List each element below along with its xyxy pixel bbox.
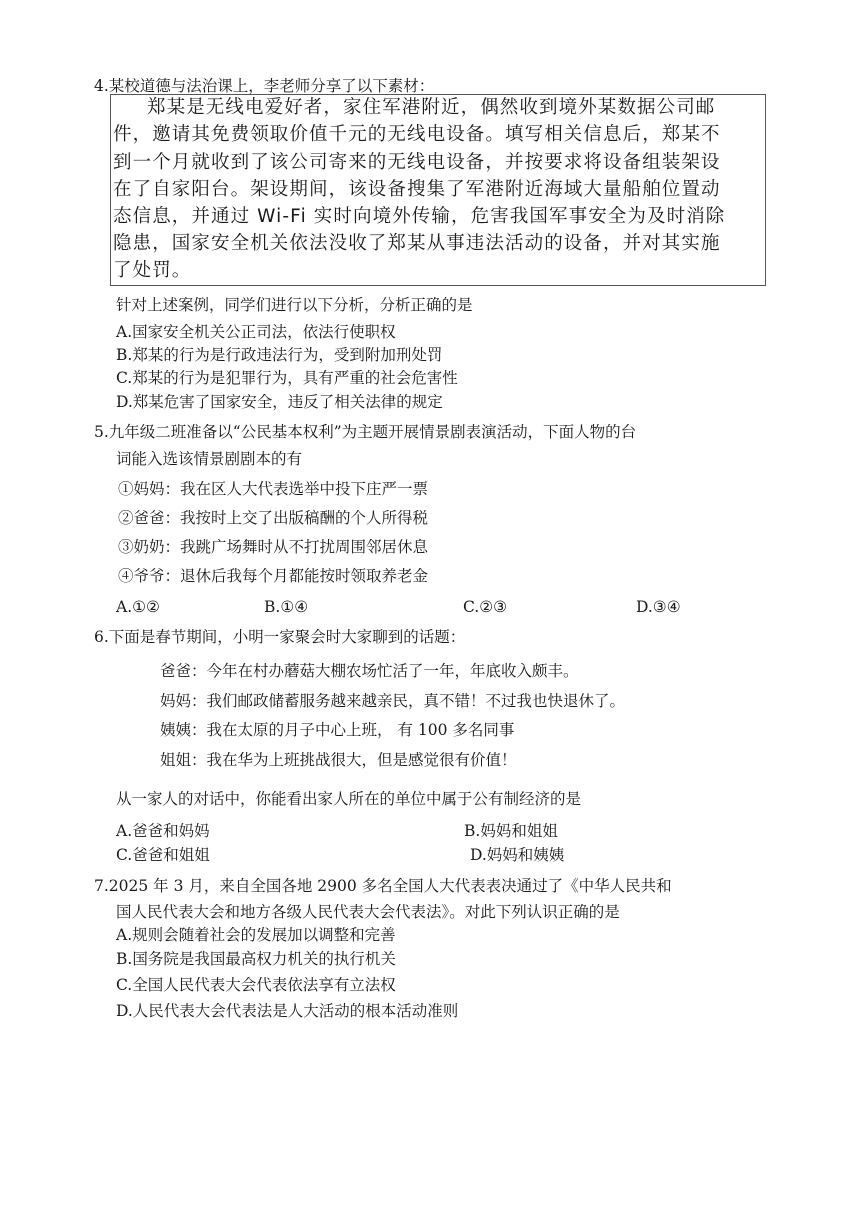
- q5-item-4: ④爷爷：退休后我每个月都能按时领取养老金: [118, 567, 429, 585]
- q5-stem-line-1: 5.九年级二班准备以“公民基本权利”为主题开展情景剧表演活动，下面人物的台: [94, 423, 637, 441]
- q5-option-a: A.①②: [116, 598, 160, 616]
- q6-stem: 6.下面是春节期间，小明一家聚会时大家聊到的话题：: [94, 628, 466, 646]
- q4-option-b: B.郑某的行为是行政违法行为，受到附加刑处罚: [116, 346, 443, 364]
- q4-material-line-4: 在了自家阳台。架设期间，该设备搜集了军港附近海域大量船舶位置动: [113, 179, 721, 200]
- q4-material-line-7: 了处罚。: [113, 260, 192, 281]
- q5-item-1: ①妈妈：我在区人大代表选举中投下庄严一票: [118, 480, 429, 498]
- q4-material-line-5: 态信息，并通过 Wi-Fi 实时向境外传输，危害我国军事安全为及时消除: [113, 206, 726, 227]
- q4-option-c: C.郑某的行为是犯罪行为，具有严重的社会危害性: [116, 369, 458, 387]
- q4-stem: 4.某校道德与法治课上，李老师分享了以下素材：: [94, 77, 435, 95]
- q6-option-a: A.爸爸和妈妈: [116, 822, 210, 840]
- q6-option-b: B.妈妈和姐姐: [464, 822, 558, 840]
- q4-material-line-6: 隐患，国家安全机关依法没收了郑某从事违法活动的设备，并对其实施: [113, 233, 721, 254]
- q7-option-c: C.全国人民代表大会代表依法享有立法权: [116, 976, 396, 994]
- q7-stem-line-1: 7.2025 年 3 月，来自全国各地 2900 多名全国人大代表表决通过了《中华人民共和: [94, 877, 672, 895]
- q4-material-line-3: 到一个月就收到了该公司寄来的无线电设备，并按要求将设备组装架设: [113, 152, 721, 173]
- q7-option-d: D.人民代表大会代表法是人大活动的根本活动准则: [116, 1002, 459, 1020]
- q7-option-a: A.规则会随着社会的发展加以调整和完善: [116, 926, 396, 944]
- q5-stem-line-2: 词能入选该情景剧剧本的有: [116, 450, 303, 468]
- q7-stem-line-2: 国人民代表大会和地方各级人民代表大会代表法》。对此下列认识正确的是: [116, 903, 620, 921]
- q5-option-d: D.③④: [636, 598, 681, 616]
- q6-option-c: C.爸爸和姐姐: [116, 846, 210, 864]
- q5-item-3: ③奶奶：我跳广场舞时从不打扰周围邻居休息: [118, 538, 429, 556]
- q6-dialog-aunt: 姨姨：我在太原的月子中心上班， 有 100 多名同事: [160, 721, 515, 739]
- q6-dialog-dad: 爸爸：今年在村办蘑菇大棚农场忙活了一年，年底收入颇丰。: [160, 662, 579, 680]
- q6-dialog-sister: 姐姐：我在华为上班挑战很大，但是感觉很有价值！: [160, 751, 517, 769]
- q4-material-line-2: 件，邀请其免费领取价值千元的无线电设备。填写相关信息后，郑某不: [113, 124, 721, 145]
- q7-option-b: B.国务院是我国最高权力机关的执行机关: [116, 950, 396, 968]
- q4-material-line-1: 郑某是无线电爱好者，家住军港附近，偶然收到境外某数据公司邮: [147, 97, 716, 118]
- q5-option-b: B.①④: [264, 598, 309, 616]
- q6-question: 从一家人的对话中，你能看出家人所在的单位中属于公有制经济的是: [116, 790, 582, 808]
- q6-dialog-mom: 妈妈：我们邮政储蓄服务越来越亲民，真不错！不过我也快退休了。: [160, 692, 626, 710]
- q4-question: 针对上述案例，同学们进行以下分析，分析正确的是: [116, 296, 473, 314]
- q4-option-a: A.国家安全机关公正司法，依法行使职权: [116, 323, 396, 341]
- q5-option-c: C.②③: [463, 598, 508, 616]
- q6-option-d: D.妈妈和姨姨: [470, 846, 565, 864]
- q5-item-2: ②爸爸：我按时上交了出版稿酬的个人所得税: [118, 509, 429, 527]
- q4-option-d: D.郑某危害了国家安全，违反了相关法律的规定: [116, 393, 443, 411]
